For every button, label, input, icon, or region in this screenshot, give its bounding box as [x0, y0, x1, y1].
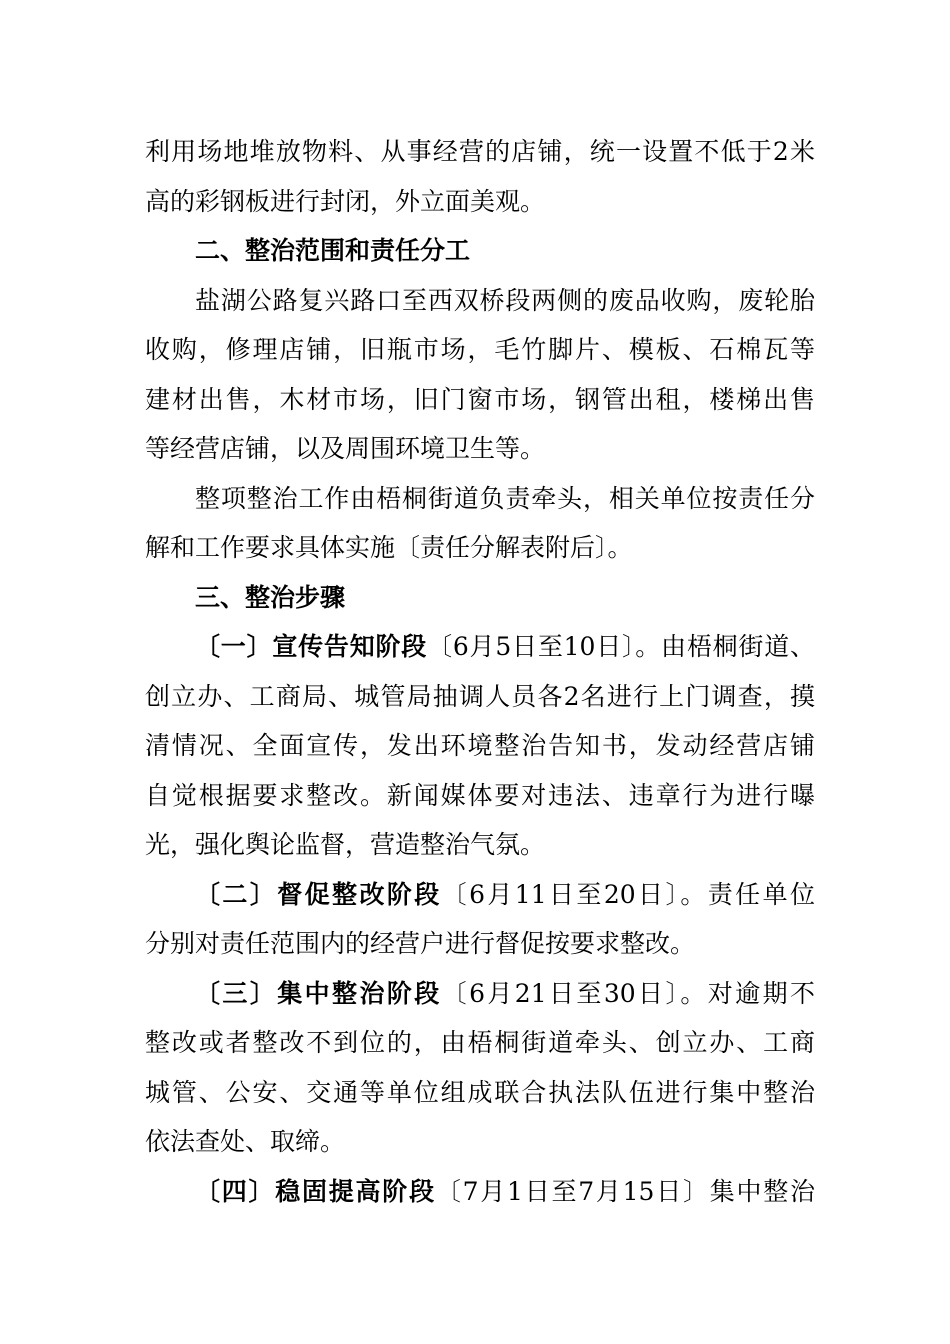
- phase-1-text: 〔6月5日至10日〕。由梧桐街道、: [427, 632, 815, 661]
- section-heading-scope: 二、整治范围和责任分工: [195, 236, 471, 265]
- phase-4-label: 〔四〕稳固提高阶段: [195, 1176, 436, 1206]
- body-line: 光，强化舆论监督，营造整治气氛。: [145, 830, 546, 859]
- phase-3-line: [145, 969, 815, 1019]
- document-body: [145, 127, 815, 1216]
- body-line: 高的彩钢板进行封闭，外立面美观。: [145, 186, 546, 216]
- body-line: 等经营店铺，以及周围环境卫生等。: [145, 434, 546, 463]
- body-line: 利用场地堆放物料、从事经营的店铺，统一设置不低于2米: [145, 137, 815, 166]
- phase-4-line: [145, 1167, 815, 1217]
- body-line: 建材出售，木材市场，旧门窗市场，钢管出租，楼梯出售: [145, 384, 815, 414]
- body-line: 盐湖公路复兴路口至西双桥段两侧的废品收购，废轮胎: [195, 285, 815, 315]
- phase-1-line: [145, 622, 815, 672]
- phase-3-label: 〔三〕集中整治阶段: [195, 978, 442, 1008]
- body-line: 整项整治工作由梧桐街道负责牵头，相关单位按责任分: [195, 483, 815, 513]
- body-line: 创立办、工商局、城管局抽调人员各2名进行上门调查，摸: [145, 681, 815, 711]
- body-line: 城管、公安、交通等单位组成联合执法队伍进行集中整治: [145, 1077, 815, 1107]
- body-line: 解和工作要求具体实施〔责任分解表附后〕。: [145, 533, 633, 562]
- section-heading-steps: 三、整治步骤: [195, 582, 346, 612]
- phase-1-label: 〔一〕宣传告知阶段: [195, 632, 428, 661]
- body-line: 分别对责任范围内的经营户进行督促按要求整改。: [145, 929, 696, 958]
- phase-4-text: 〔7月1日至7月15日〕集中整治: [435, 1176, 815, 1206]
- phase-3-text: 〔6月21日至30日〕。对逾期不: [441, 978, 815, 1008]
- phase-2-label: 〔二〕督促整改阶段: [195, 879, 442, 909]
- body-line: 清情况、全面宣传，发出环境整治告知书，发动经营店铺: [145, 731, 815, 760]
- body-line: 依法查处、取缔。: [145, 1127, 346, 1156]
- body-line: 收购，修理店铺，旧瓶市场，毛竹脚片、模板、石棉瓦等: [145, 335, 815, 364]
- phase-2-text: 〔6月11日至20日〕。责任单位: [441, 879, 815, 909]
- body-line: 整改或者整改不到位的，由梧桐街道牵头、创立办、工商: [145, 1028, 815, 1057]
- phase-2-line: [145, 870, 815, 920]
- body-line: 自觉根据要求整改。新闻媒体要对违法、违章行为进行曝: [145, 780, 815, 810]
